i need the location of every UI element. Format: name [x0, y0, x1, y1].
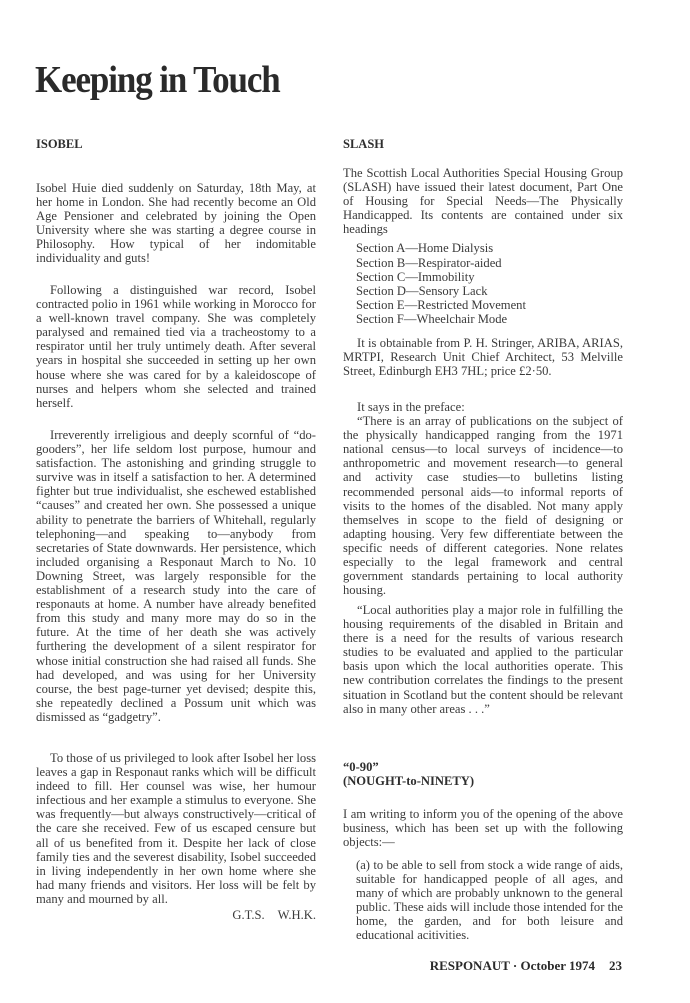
- slash-preface-quote-1: “There is an array of publications on the subject of the physically handicapped ranging from the 1971 national census—to local surveys of incidence—to anthropometric and movement research—to general and activity case studies—to bulletins listing recommended personal aids—to informal reports of visits to the homes of the disabled. Not many apply themselves in scope to the field of designing or adapting housing. Very few differentiate between the specific needs of different categories. None relates especially to the legal framework and central government standards pertaining to local authority housing.: [343, 414, 623, 598]
- isobel-paragraph-2-block: [36, 283, 316, 410]
- slash-availability: It is obtainable from P. H. Stringer, ARIBA, ARIAS, MRTPI, Research Unit Chief Architect, 53 Melville Street, Edinburgh EH3 7HL; price £2·50.: [343, 336, 623, 379]
- slash-preface-lead: It says in the preface:: [357, 400, 465, 414]
- slash-preface-block: [343, 400, 623, 597]
- ngo-intro: I am writing to inform you of the opening of the above business, which has been set up with the following objects:—: [343, 807, 623, 850]
- slash-section-item: Section B—Respirator-aided: [356, 255, 502, 270]
- isobel-paragraph-4: To those of us privileged to look after Isobel her loss leaves a gap in Responaut ranks which will be difficult indeed to fill. Her counsel was wise, her humour infectious and her example a stimulus to everyone. She was frequently—but always constructively—critical of the care she received. Few of us escaped censure but all of us benefited from it. Despite her lack of close family ties and the severest disability, Isobel succeeded in living independently in her own home where she had many friends and visitors. Her loss will be felt by many and mourned by all.: [36, 751, 316, 906]
- isobel-signature: G.T.S. W.H.K.: [232, 908, 316, 923]
- slash-availability-block: [343, 336, 623, 378]
- isobel-paragraph-3: Irreverently irreligious and deeply scornful of “do-gooders”, her life seldom lost purpose, humour and satisfaction. The astonishing and grinding struggle to survive was in itself a satisfaction to her. A determined fighter but true individualist, she eschewed established “causes” and created her own. She possessed a unique ability to penetrate the barriers of Whitehall, regularly telephoning—and speaking to—anybody from secretaries of State downwards. Her persistence, which included organising a Responaut March to No. 10 Downing Street, was largely responsible for the establishment of a research study into the care of responauts at home. A number have already benefited from this study and many more may do so in the future. At the time of her death she was actively furthering the development of a silent respirator for whose initial construction she had raised all funds. She had developed, and was using for her University course, the best page-turner yet devised; despite this, she repeatedly declined a Possum unit which was dismissed as “gadgetry”.: [36, 428, 316, 724]
- slash-heading: SLASH: [343, 137, 384, 151]
- isobel-paragraph-2: Following a distinguished war record, Isobel contracted polio in 1961 while working in Morocco for a well-known travel company. She was completely paralysed and remained tied via a tracheostomy to a respirator until her truly untimely death. After several years in hospital she succeeded in setting up her own house where she was cared for by a kaleidoscope of nurses and helpers whom she selected and trained herself.: [36, 283, 316, 410]
- isobel-paragraph-4-block: [36, 751, 316, 923]
- slash-intro: The Scottish Local Authorities Special Housing Group (SLASH) have issued their latest document, Part One of Housing for Special Needs—The Physically Handicapped. Its contents are contained under six headings: [343, 166, 623, 237]
- ngo-intro-block: [343, 807, 623, 849]
- isobel-paragraph-3-block: [36, 428, 316, 724]
- slash-preface-quote-2: “Local authorities play a major role in fulfilling the housing requirements of the disabled in Britain and there is a need for the results of various research studies to be evaluated and applied to the particular basis upon which the local authorities operate. This new contribution correlates the findings to the present situation in Scotland but the content should be relevant also in many other areas . . .”: [343, 603, 623, 716]
- ngo-heading-line-2: (NOUGHT-to-NINETY): [343, 774, 475, 788]
- page-title: Keeping in Touch: [35, 59, 280, 101]
- footer-page-number: 23: [609, 958, 622, 973]
- page-footer: [420, 958, 622, 974]
- slash-section-item: Section C—Immobility: [356, 269, 475, 284]
- slash-section-item: Section E—Restricted Movement: [356, 297, 526, 312]
- slash-sections-list: [343, 241, 623, 326]
- ngo-heading-block: [343, 760, 623, 788]
- isobel-paragraph-1: Isobel Huie died suddenly on Saturday, 18th May, at her home in London. She had recently become an Old Age Pensioner and celebrated by joining the Open University where she was starting a degree course in Philosophy. How typical of her indomitable individuality and guts!: [36, 181, 316, 266]
- slash-section-item: Section A—Home Dialysis: [356, 241, 494, 256]
- isobel-heading: ISOBEL: [36, 137, 83, 151]
- ngo-item-a: (a) to be able to sell from stock a wide range of aids, suitable for handicapped people of all ages, and many of which are probably unknown to the general public. These aids will include those intended for the home, the garden, and for both leisure and educational acitivities.: [356, 858, 623, 943]
- ngo-item-a-block: [343, 858, 623, 943]
- ngo-heading-line-1: “0-90”: [343, 760, 379, 774]
- isobel-paragraph-1-block: [36, 181, 316, 266]
- slash-quote-2-block: [343, 603, 623, 716]
- slash-section-item: Section F—Wheelchair Mode: [356, 311, 508, 326]
- slash-section-item: Section D—Sensory Lack: [356, 283, 488, 298]
- slash-intro-block: [343, 166, 623, 326]
- footer-publication: RESPONAUT · October 1974: [429, 958, 595, 973]
